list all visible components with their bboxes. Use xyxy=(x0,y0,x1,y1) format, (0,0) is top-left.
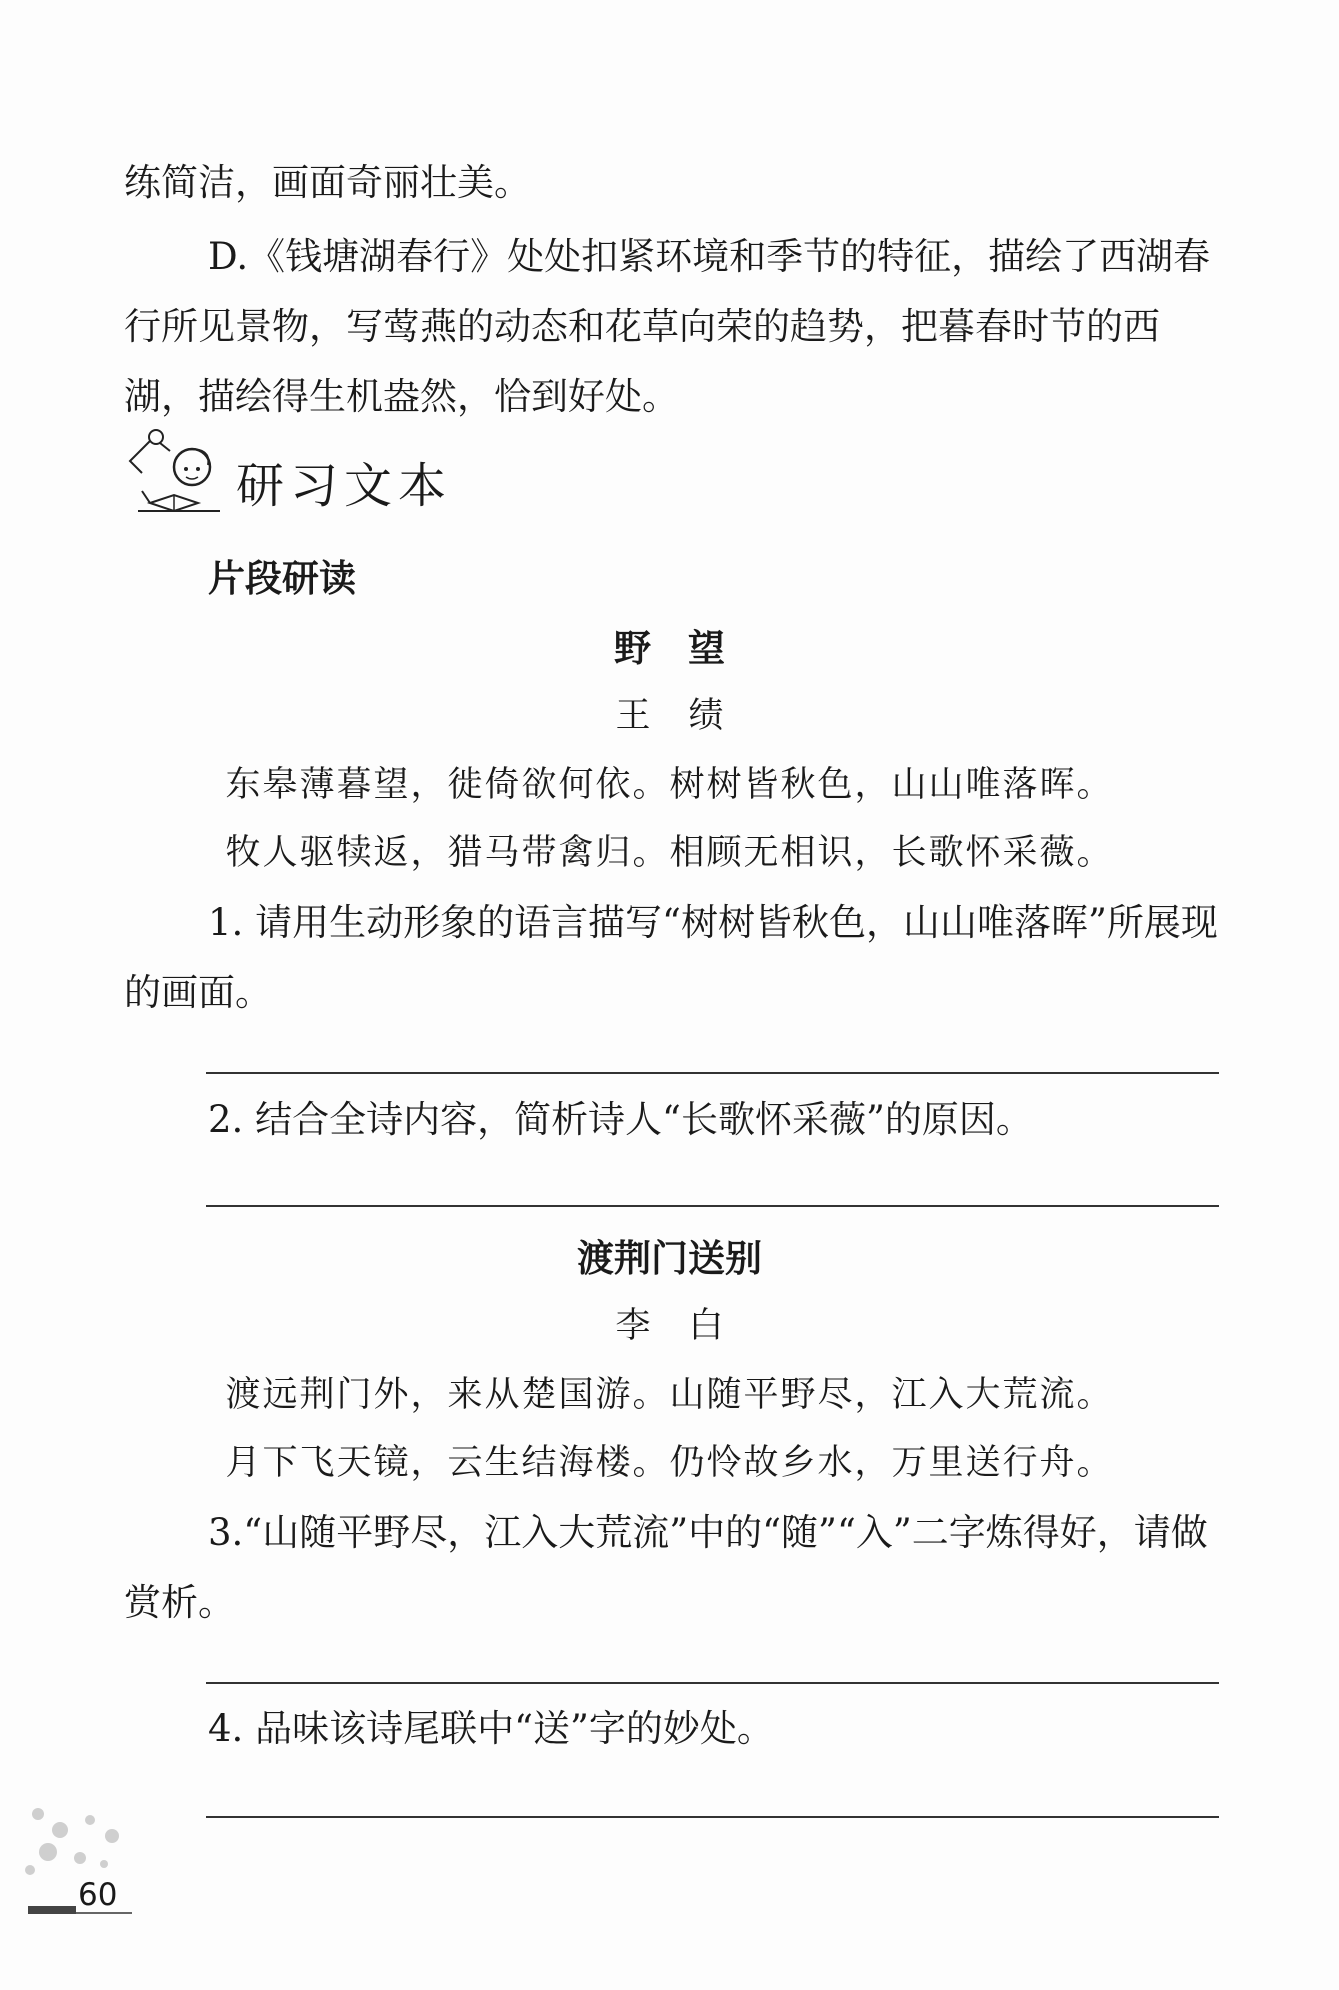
section-title: 研习文本 xyxy=(236,457,453,514)
page-number-bar xyxy=(28,1906,76,1914)
poem-author: 李白 xyxy=(615,1306,762,1346)
poem-title: 渡荆门送别 xyxy=(577,1237,762,1280)
page-number: 60 xyxy=(78,1877,118,1913)
poem-line: 月下飞天镜，云生结海楼。仍怜故乡水，万里送行舟。 xyxy=(225,1443,1114,1483)
answer-line xyxy=(206,1072,1219,1074)
poem-line: 渡远荆门外，来从楚国游。山随平野尽，江入大荒流。 xyxy=(225,1375,1114,1415)
sub-heading: 片段研读 xyxy=(208,557,356,600)
question-3: 3.“山随平野尽，江入大荒流”中的“随”“入”二字炼得好，请做赏析。 xyxy=(124,1511,1208,1624)
paragraph-option-d: D.《钱塘湖春行》处处扣紧环境和季节的特征，描绘了西湖春行所见景物，写莺燕的动态和花草向荣的趋势，把暮春时节的西湖，描绘得生机盎然，恰到好处。 xyxy=(124,235,1211,418)
poem-author: 王绩 xyxy=(615,696,762,736)
decorative-flower-pattern xyxy=(20,1800,140,1880)
question-4: 4. 品味该诗尾联中“送”字的妙处。 xyxy=(208,1707,774,1750)
student-reading-lamp-icon xyxy=(120,415,230,525)
answer-line xyxy=(206,1682,1219,1684)
poem-line: 牧人驱犊返，猎马带禽归。相顾无相识，长歌怀采薇。 xyxy=(225,833,1114,873)
paragraph-c-end: 练简洁，画面奇丽壮美。 xyxy=(124,161,531,204)
poem-title: 野 望 xyxy=(614,627,725,670)
section-header xyxy=(120,415,452,525)
poem-line: 东皋薄暮望，徙倚欲何依。树树皆秋色，山山唯落晖。 xyxy=(225,765,1114,805)
answer-line xyxy=(206,1205,1219,1207)
question-1: 1. 请用生动形象的语言描写“树树皆秋色，山山唯落晖”所展现的画面。 xyxy=(124,901,1218,1014)
question-2: 2. 结合全诗内容，简析诗人“长歌怀采薇”的原因。 xyxy=(208,1098,1033,1141)
answer-line xyxy=(206,1816,1219,1818)
